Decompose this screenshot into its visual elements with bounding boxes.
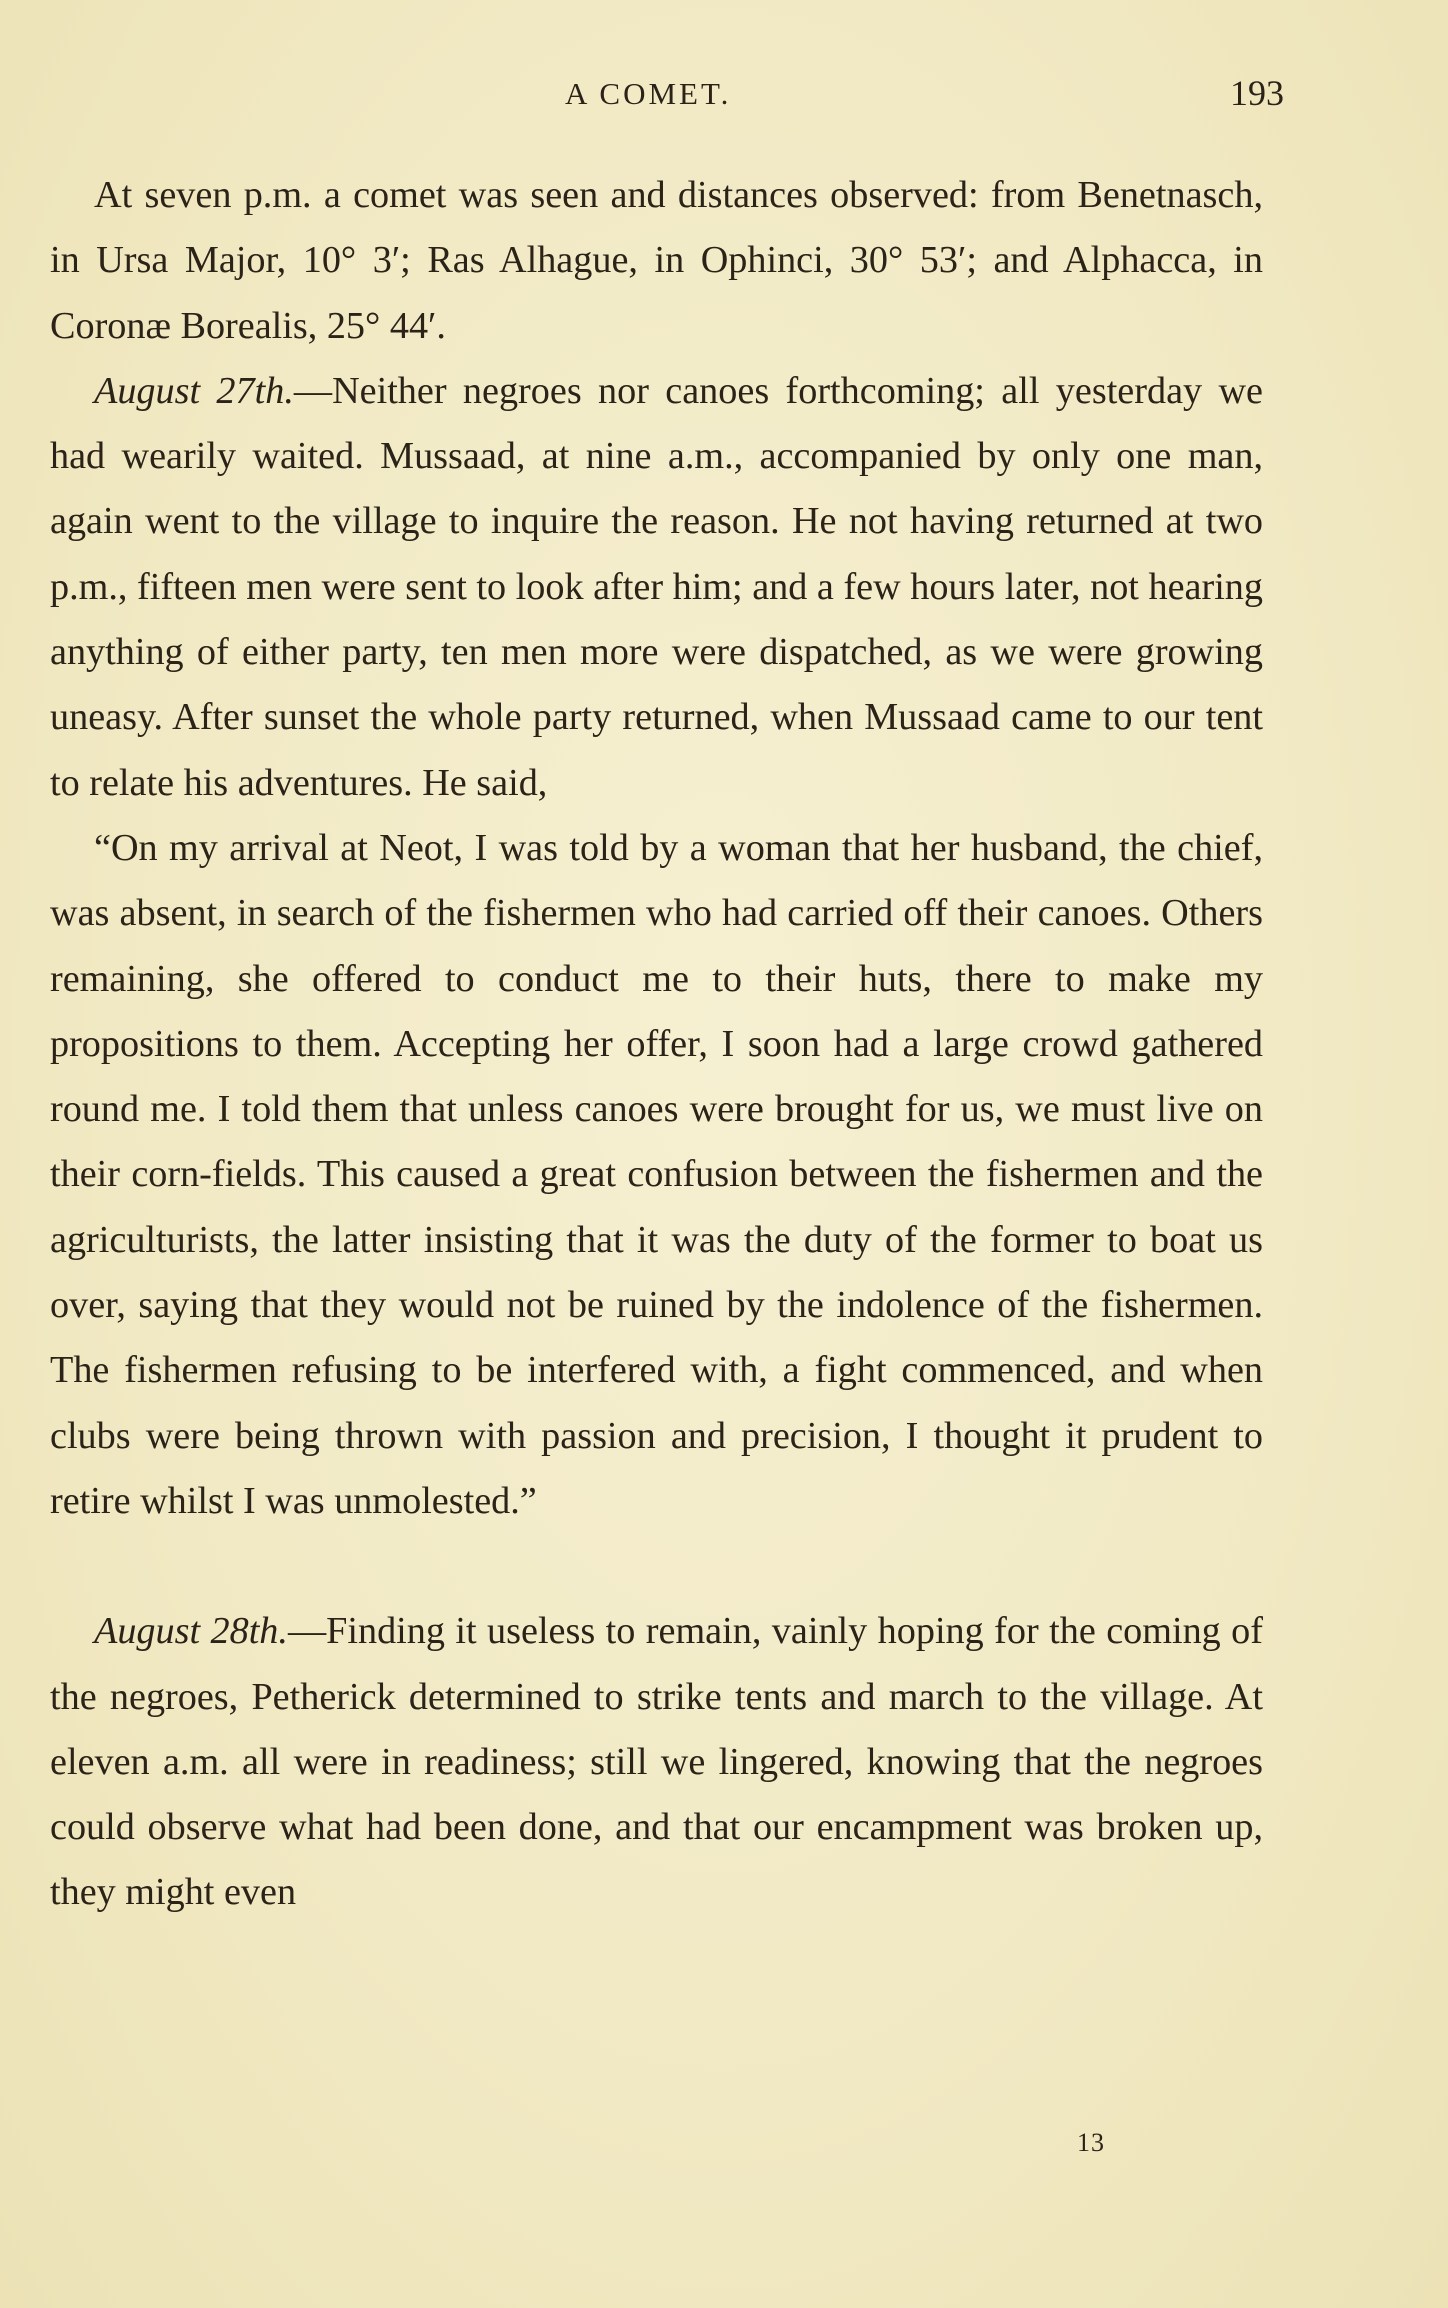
paragraph-comet [50,163,1263,359]
entry-date: August 27th. [94,369,294,412]
paragraph-text: —Finding it useless to remain, vainly hoping for the coming of the negroes, Petherick determined to strike tents and march to the village. At eleven a.m. all were in readiness; still we lingered, knowing that the negroes could observe what had been done, and that our encampment was broken up, they might even [50,1610,1263,1914]
paragraph-text: At seven p.m. a comet was seen and distances observed: from Benetnasch, in Ursa Major, 10° 3′; Ras Alhague, in Ophinci, 30° 53′; and Alphacca, in Coronæ Borealis, 25° 44′. [50,174,1263,347]
running-title: A COMET. [565,76,732,111]
body-text [50,163,1263,1926]
paragraph-quotation [50,816,1263,1534]
book-page [50,0,1284,2308]
signature-mark: 13 [1077,2128,1105,2157]
paragraph-text: “On my arrival at Neot, I was told by a woman that her husband, the chief, was absent, in search of the fishermen who had carried off their canoes. Others remaining, she offered to conduct me to their huts, there to make my propositions to them. Accepting her offer, I soon had a large crowd gathered round me. I told them that unless canoes were brought for us, we must live on their corn-fields. This caused a great confusion between the fishermen and the agriculturists, the latter insisting that it was the duty of the former to boat us over, saying that they would not be ruined by the indolence of the fishermen. The fishermen refusing to be interfered with, a fight commenced, and when clubs were being thrown with passion and precision, I thought it prudent to retire whilst I was unmolested.” [50,826,1263,1522]
paragraph-text: —Neither negroes nor canoes forthcoming; all yesterday we had wearily waited. Mussaad, at nine a.m., accompanied by only one man, again went to the village to inquire the reason. He not having returned at two p.m., fifteen men were sent to look after him; and a few hours later, not hearing anything of either party, ten men more were dispatched, as we were growing uneasy. After sunset the whole party returned, when Mussaad came to our tent to relate his adventures. He said, [50,369,1263,804]
entry-date: August 28th. [94,1610,288,1653]
page-number: 193 [1230,73,1284,113]
paragraph-august-27 [50,359,1263,816]
paragraph-august-28 [50,1599,1263,1925]
page-header [50,72,1284,122]
